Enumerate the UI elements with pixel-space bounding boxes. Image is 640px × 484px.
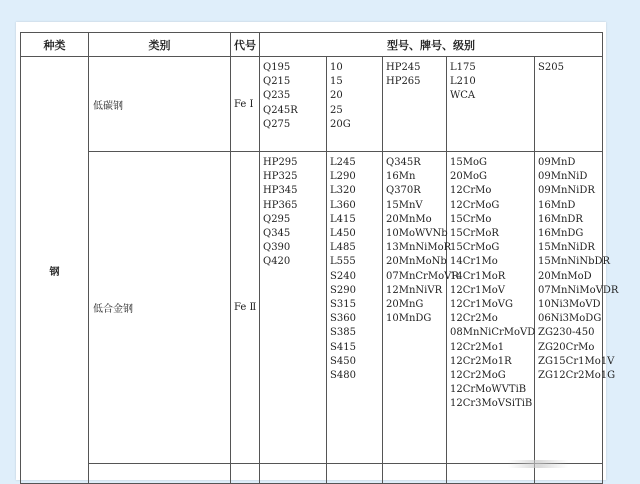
grade-cell [260,57,327,152]
grade-item: 10 [330,62,343,73]
grade-item: Q345 [263,228,291,240]
grade-item: 10Ni3MoVD [538,299,601,311]
grade-item: L320 [330,185,356,197]
document-sheet [16,22,619,480]
grade-item: 14Cr1Mo [450,256,498,268]
grade-item: S240 [330,270,356,282]
grade-item: HP325 [263,171,298,183]
grade-item: 14Cr1MoR [450,270,506,282]
grade-item: L485 [330,242,356,254]
grade-item: Q420 [263,256,291,268]
grade-item: S415 [330,341,356,353]
grade-item: ZG230-450 [538,327,595,339]
grade-item: 20MnMo [386,213,432,225]
grade-item: 15CrMo [450,213,492,225]
header-grades: 型号、牌号、级别 [260,33,603,57]
grade-item: 12Cr2MoG [450,370,506,382]
grade-item: 15CrMoG [450,242,500,254]
grade-item: L555 [330,256,356,268]
grade-item: 15 [330,76,343,88]
grade-item: L245 [330,157,356,168]
category-cell: 低合金钢 [89,152,231,464]
grade-item: Q275 [263,118,291,130]
grade-item: 15MnNiNbDR [538,256,611,268]
grade-item: Q370R [386,185,421,197]
grade-item: HP295 [263,157,298,168]
header-code: 代号 [231,33,260,57]
kind-cell: 钢 [21,57,89,484]
grade-item: 15MnV [386,199,423,211]
grade-item: L175 [450,62,476,73]
grade-item: L290 [330,171,356,183]
empty-cell [260,464,327,484]
grade-item: 15MnNiDR [538,242,595,254]
grade-item: 13MnNiMoR [386,242,452,254]
code-cell: Fe Ⅱ [231,152,260,464]
grade-item: HP365 [263,199,298,211]
grade-item: 10MoWVNb [386,228,448,240]
grade-item: L450 [330,228,356,240]
empty-cell [89,464,231,484]
grade-item: 15MoG [450,157,487,168]
grade-item: 09MnNiDR [538,185,595,197]
grade-item: 12CrMoWVTiB [450,384,527,396]
grade-item: S360 [330,313,356,325]
grade-item: 16MnD [538,199,576,211]
code-cell: Fe Ⅰ [231,57,260,152]
grade-cell [327,57,383,152]
grade-item: 12Cr2Mo1R [450,355,512,367]
grade-item: S315 [330,299,356,311]
grade-item: L415 [330,213,356,225]
header-kind: 种类 [21,33,89,57]
grade-item: 12MnNiVR [386,284,443,296]
grade-item: L210 [450,76,476,88]
grade-item: HP345 [263,185,298,197]
grade-item: 07MnNiMoVDR [538,284,619,296]
grade-cell [535,57,603,152]
grade-item: S385 [330,327,356,339]
grade-item: 16Mn [386,171,416,183]
grade-item: 20MnMoD [538,270,592,282]
grade-item: Q345R [386,157,421,168]
grade-item: S450 [330,355,356,367]
grade-cell [447,152,535,464]
grade-item: 20MnMoNb [386,256,447,268]
grade-item: 25 [330,104,343,116]
grade-item: 12Cr1MoV [450,284,505,296]
steel-grade-table [20,32,619,484]
grade-item: Q390 [263,242,291,254]
header-category: 类别 [89,33,231,57]
grade-item: ZG20CrMo [538,341,595,353]
grade-item: 10MnDG [386,313,432,325]
grade-item: 09MnNiD [538,171,588,183]
grade-item: ZG12Cr2Mo1G [538,370,616,382]
category-cell: 低碳钢 [89,57,231,152]
grade-item: HP245 [386,62,421,73]
watermark-smudge [508,460,568,468]
grade-item: 12CrMo [450,185,492,197]
grade-item: Q245R [263,104,298,116]
grade-item: S290 [330,284,356,296]
grade-item: L360 [330,199,356,211]
grade-item: 09MnD [538,157,576,168]
grade-item: 16MnDG [538,228,584,240]
grade-cell [535,152,619,464]
grade-item: 16MnDR [538,213,583,225]
grade-item: HP265 [386,76,421,88]
grade-cell [447,57,535,152]
grade-cell [327,152,383,464]
empty-cell [383,464,447,484]
grade-item: 12Cr1MoVG [450,299,513,311]
grade-item: 12Cr3MoVSiTiB [450,398,533,410]
grade-cell [383,152,459,464]
grade-item: S205 [538,62,564,73]
empty-cell [327,464,383,484]
grade-item: Q195 [263,62,291,73]
grade-item: 06Ni3MoDG [538,313,602,325]
grade-item: 20 [330,90,343,102]
grade-item: Q295 [263,213,291,225]
empty-cell [231,464,260,484]
grade-item: 08MnNiCrMoVD [450,327,536,339]
grade-item: 15CrMoR [450,228,499,240]
table-row [21,152,603,464]
grade-item: Q235 [263,90,291,102]
grade-item: 12Cr2Mo [450,313,498,325]
grade-item: 12Cr2Mo1 [450,341,505,353]
grade-item: Q215 [263,76,291,88]
grade-item: 20G [330,118,351,130]
grade-item: 20MnG [386,299,424,311]
grade-item: ZG15Cr1Mo1V [538,355,615,367]
grade-item: 20MoG [450,171,487,183]
grade-item: 12CrMoG [450,199,500,211]
grade-item: 07MnCrMoVR [386,270,459,282]
table-header-row [21,33,603,57]
grade-cell [383,57,447,152]
grade-item: WCA [450,90,476,102]
grade-cell [260,152,327,464]
grade-item: S480 [330,370,356,382]
table-row [21,57,603,152]
